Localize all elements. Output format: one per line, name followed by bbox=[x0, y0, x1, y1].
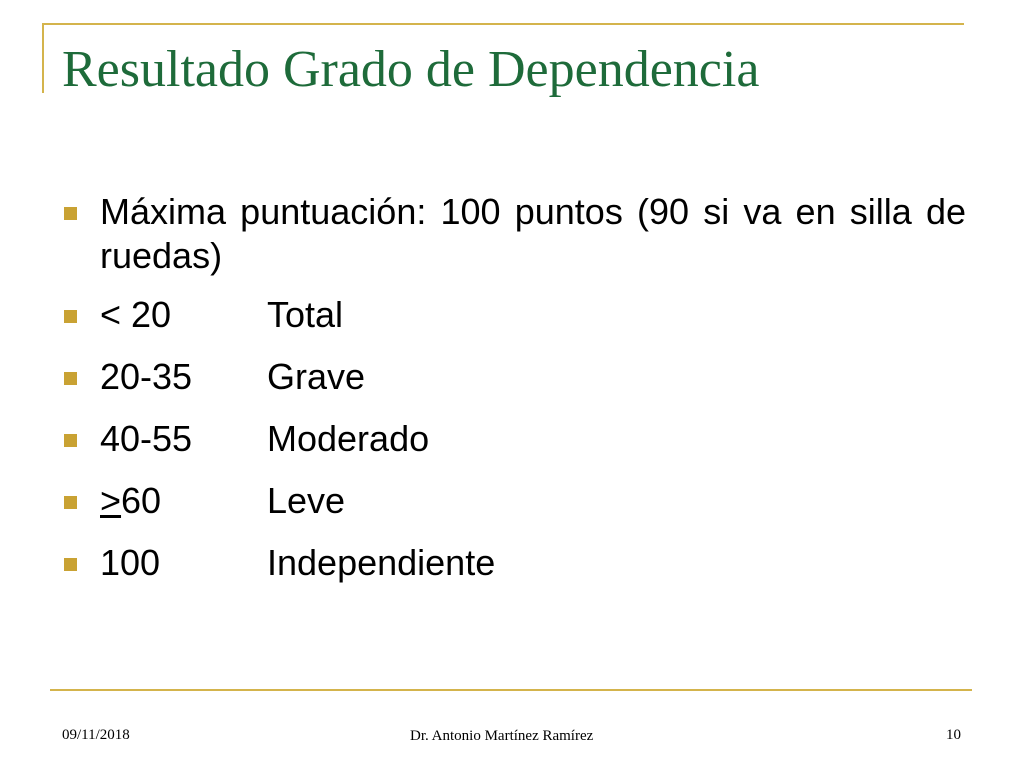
level-label: Grave bbox=[267, 356, 366, 397]
square-bullet-icon bbox=[64, 434, 77, 447]
list-item-leve bbox=[62, 479, 966, 523]
range-symbol: < bbox=[100, 294, 122, 335]
list-item-total bbox=[62, 293, 966, 337]
page-number: 10 bbox=[946, 727, 961, 743]
list-item-independiente bbox=[62, 541, 966, 585]
range-total bbox=[100, 293, 267, 337]
range-moderado bbox=[100, 417, 267, 461]
square-bullet-icon bbox=[64, 496, 77, 509]
range-value: 40-55 bbox=[100, 418, 193, 459]
level-label: Independiente bbox=[267, 542, 496, 583]
list-item-max-score bbox=[62, 190, 966, 278]
footer-rule bbox=[50, 689, 972, 691]
list-item-moderado bbox=[62, 417, 966, 461]
square-bullet-icon bbox=[64, 310, 77, 323]
slide-title: Resultado Grado de Dependencia bbox=[62, 41, 760, 98]
range-symbol: > bbox=[100, 480, 122, 521]
level-label: Moderado bbox=[267, 418, 430, 459]
square-bullet-icon bbox=[64, 207, 77, 220]
footer-author: Dr. Antonio Martínez Ramírez bbox=[410, 728, 594, 744]
decorative-left-rule bbox=[42, 23, 44, 93]
level-label: Leve bbox=[267, 480, 346, 521]
max-score-text: Máxima puntuación: 100 puntos (90 si va en silla de ruedas) bbox=[100, 191, 966, 276]
range-grave bbox=[100, 355, 267, 399]
square-bullet-icon bbox=[64, 558, 77, 571]
range-value: 100 bbox=[100, 542, 161, 583]
level-label: Total bbox=[267, 294, 344, 335]
decorative-top-rule bbox=[42, 23, 964, 25]
range-value: 60 bbox=[121, 480, 162, 521]
square-bullet-icon bbox=[64, 372, 77, 385]
range-value: 20 bbox=[121, 294, 172, 335]
range-leve bbox=[100, 479, 267, 523]
list-item-grave bbox=[62, 355, 966, 399]
footer-date: 09/11/2018 bbox=[62, 727, 130, 743]
bullet-list bbox=[62, 190, 966, 603]
range-value: 20-35 bbox=[100, 356, 193, 397]
range-independiente bbox=[100, 541, 267, 585]
